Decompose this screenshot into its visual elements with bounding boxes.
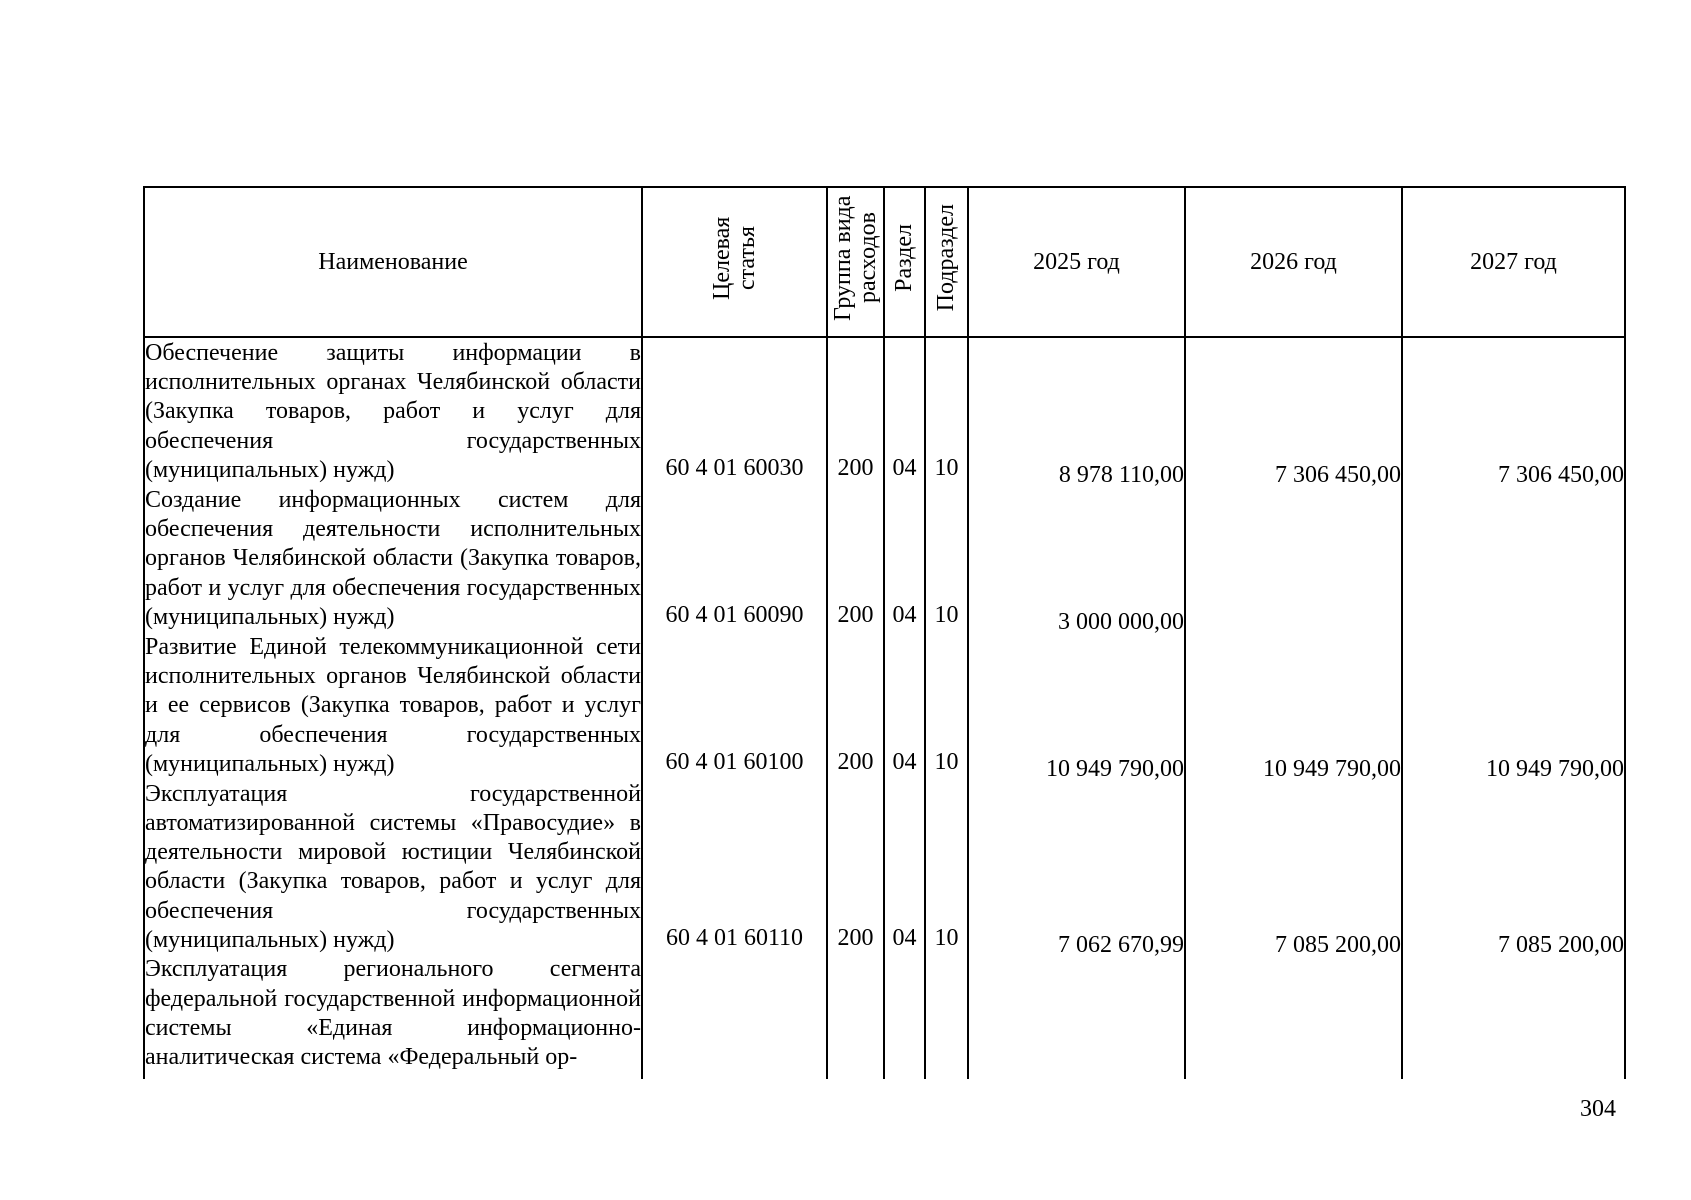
row-amount-2025: 3 000 000,00 — [968, 485, 1185, 632]
row-expense-group: 200 — [827, 337, 884, 485]
row-amount-2025: 7 062 670,99 — [968, 779, 1185, 955]
row-target-article: 60 4 01 60100 — [642, 632, 827, 779]
row-expense-group: 200 — [827, 632, 884, 779]
row-subsection: 10 — [925, 485, 968, 632]
budget-table — [143, 186, 1626, 1079]
table-row — [144, 337, 1625, 485]
row-section: 04 — [884, 632, 925, 779]
row-amount-2027 — [1402, 485, 1625, 632]
header-2027: 2027 год — [1402, 187, 1625, 337]
header-expense-group: Группа вида расходов — [827, 187, 884, 337]
row-amount-2027 — [1402, 955, 1625, 1079]
header-2025: 2025 год — [968, 187, 1185, 337]
page-number: 304 — [1580, 1096, 1616, 1122]
row-subsection: 10 — [925, 632, 968, 779]
table-row — [144, 632, 1625, 779]
row-section — [884, 955, 925, 1079]
table-header-row — [144, 187, 1625, 337]
row-amount-2026: 10 949 790,00 — [1185, 632, 1402, 779]
row-amount-2026 — [1185, 955, 1402, 1079]
row-target-article: 60 4 01 60030 — [642, 337, 827, 485]
row-amount-2026: 7 306 450,00 — [1185, 337, 1402, 485]
row-name: Эксплуатация регионального сегмента федеральной государственной информационной системы «Единая информационно-аналитическая система «Федеральный ор- — [144, 955, 642, 1079]
row-subsection — [925, 955, 968, 1079]
row-section: 04 — [884, 779, 925, 955]
row-name: Развитие Единой телекоммуникационной сети исполнительных органов Челябинской области и ее сервисов (Закупка товаров, работ и услуг для обеспечения государственных (муниципальных) нужд) — [144, 632, 642, 779]
row-target-article: 60 4 01 60090 — [642, 485, 827, 632]
row-subsection: 10 — [925, 337, 968, 485]
row-amount-2027: 7 306 450,00 — [1402, 337, 1625, 485]
row-amount-2026 — [1185, 485, 1402, 632]
row-expense-group: 200 — [827, 779, 884, 955]
header-name: Наименование — [144, 187, 642, 337]
row-amount-2027: 10 949 790,00 — [1402, 632, 1625, 779]
row-section: 04 — [884, 337, 925, 485]
row-amount-2025 — [968, 955, 1185, 1079]
row-amount-2027: 7 085 200,00 — [1402, 779, 1625, 955]
row-subsection: 10 — [925, 779, 968, 955]
row-target-article — [642, 955, 827, 1079]
row-target-article: 60 4 01 60110 — [642, 779, 827, 955]
row-amount-2025: 8 978 110,00 — [968, 337, 1185, 485]
row-expense-group: 200 — [827, 485, 884, 632]
row-amount-2025: 10 949 790,00 — [968, 632, 1185, 779]
header-2026: 2026 год — [1185, 187, 1402, 337]
row-section: 04 — [884, 485, 925, 632]
table-row — [144, 779, 1625, 955]
table-row — [144, 485, 1625, 632]
row-name: Создание информационных систем для обеспечения деятельности исполнительных органов Челябинской области (Закупка товаров, работ и услуг для обеспечения государственных (муниципальных) нужд) — [144, 485, 642, 632]
row-name: Эксплуатация государственной автоматизированной системы «Правосудие» в деятельности мировой юстиции Челябинской области (Закупка товаров, работ и услуг для обеспечения государственных (муниципальных) нужд) — [144, 779, 642, 955]
row-expense-group — [827, 955, 884, 1079]
header-section: Раздел — [884, 187, 925, 337]
row-name: Обеспечение защиты информации в исполнительных органах Челябинской области (Закупка товаров, работ и услуг для обеспечения государственных (муниципальных) нужд) — [144, 337, 642, 485]
header-subsection: Подраздел — [925, 187, 968, 337]
table-row — [144, 955, 1625, 1079]
row-amount-2026: 7 085 200,00 — [1185, 779, 1402, 955]
header-target-article: Целевая статья — [642, 187, 827, 337]
